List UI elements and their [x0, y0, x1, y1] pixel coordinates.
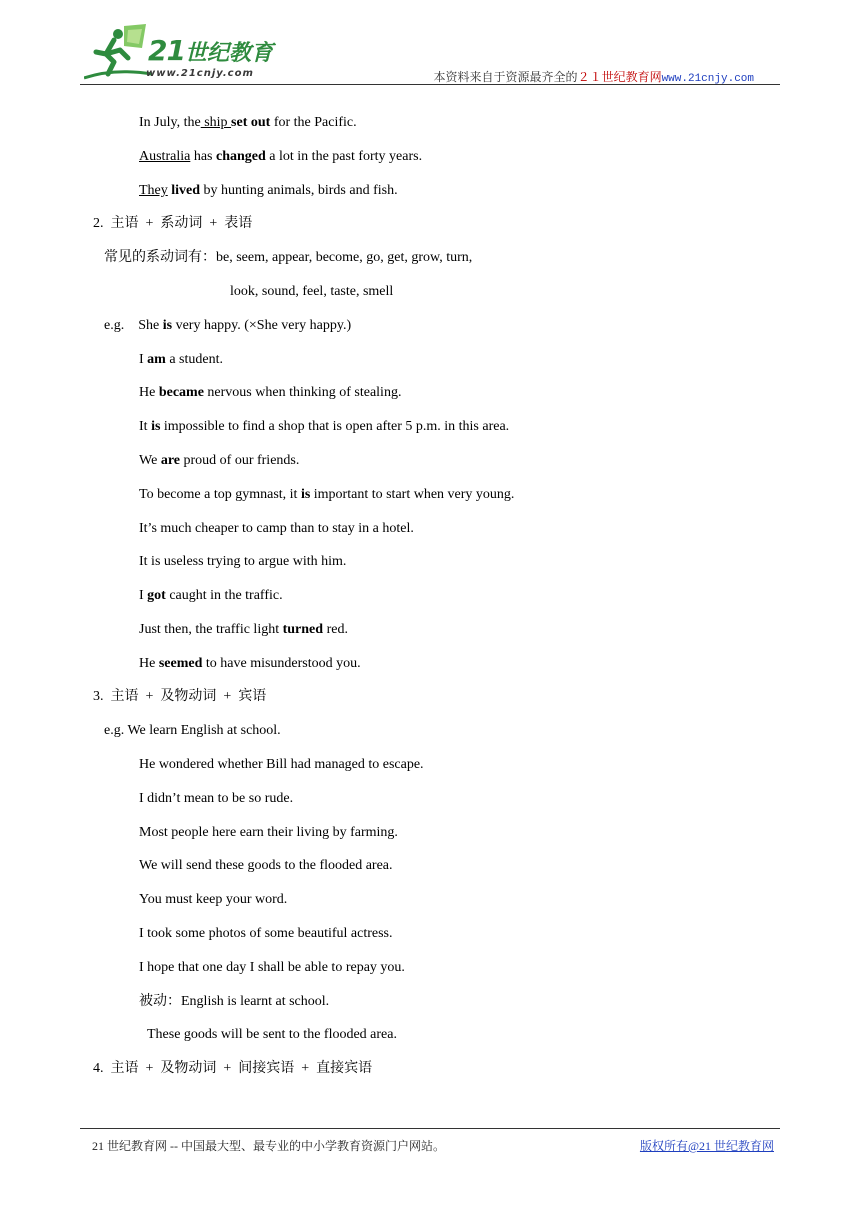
text-segment: In July, the: [139, 115, 201, 130]
text-segment: a lot in the past forty years.: [265, 149, 423, 164]
logo-cn: 世纪教育: [184, 41, 273, 66]
text-segment: 3. 主语 + 及物动词 + 宾语: [93, 689, 267, 704]
text-line: [139, 755, 424, 775]
text-line: [139, 620, 348, 640]
source-note: [434, 68, 754, 85]
text-segment: red.: [323, 622, 348, 637]
text-segment: caught in the traffic.: [165, 588, 283, 603]
text-line: [139, 958, 405, 978]
bold-verb: seemed: [158, 656, 203, 671]
site-logo[interactable]: [84, 22, 284, 84]
text-line: [139, 181, 398, 201]
runner-logo-icon: [84, 22, 154, 80]
text-line: [93, 214, 252, 234]
text-segment: I took some photos of some beautiful actress.: [139, 926, 393, 941]
text-segment: e.g. She: [104, 318, 163, 333]
text-line: [139, 451, 299, 471]
logo-number: 21: [148, 34, 185, 67]
underlined-subject: Australia: [139, 149, 191, 164]
text-line: [139, 789, 293, 809]
source-link[interactable]: www.21cnjy.com: [661, 73, 754, 85]
underlined-subject: They: [139, 183, 168, 198]
footer-tagline: 21 世纪教育网 -- 中国最大型、最专业的中小学教育资源门户网站。: [92, 1139, 445, 1153]
text-line: [139, 147, 422, 167]
text-segment: These goods will be sent to the flooded area.: [147, 1027, 397, 1042]
page-header: [0, 0, 860, 90]
text-segment: 常见的系动词有：be, seem, appear, become, go, get, grow, turn,: [104, 250, 473, 265]
bold-verb: got: [147, 588, 166, 603]
text-segment: He: [139, 656, 159, 671]
text-segment: He: [139, 385, 159, 400]
text-segment: 被动：English is learnt at school.: [139, 994, 330, 1009]
text-segment: 2. 主语 + 系动词 + 表语: [93, 216, 253, 231]
text-segment: It is useless trying to argue with him.: [139, 554, 347, 569]
text-line: [139, 654, 361, 674]
copyright-link[interactable]: 版权所有@21 世纪教育网: [639, 1139, 774, 1153]
bold-verb: set out: [231, 115, 271, 130]
text-segment: has: [190, 149, 216, 164]
text-segment: I hope that one day I shall be able to repay you.: [139, 960, 405, 975]
text-line: [139, 992, 329, 1012]
bold-verb: became: [158, 385, 204, 400]
text-segment: To become a top gymnast, it: [139, 487, 301, 502]
text-segment: look, sound, feel, taste, smell: [230, 284, 394, 299]
logo-title: [148, 34, 273, 67]
text-segment: He wondered whether Bill had managed to escape.: [139, 757, 424, 772]
text-line: [139, 823, 398, 843]
text-line: [139, 417, 509, 437]
text-line: [139, 856, 393, 876]
text-segment: for the Pacific.: [270, 115, 357, 130]
bold-verb: changed: [216, 149, 266, 164]
text-segment: I: [139, 588, 148, 603]
text-segment: impossible to find a shop that is open after 5 p.m. in this area.: [160, 419, 510, 434]
text-segment: e.g. We learn English at school.: [104, 723, 281, 738]
bold-verb: am: [147, 352, 166, 367]
text-line: [147, 1025, 397, 1045]
text-line: [93, 1059, 372, 1079]
text-segment: We will send these goods to the flooded area.: [139, 858, 393, 873]
text-line: [139, 485, 514, 505]
text-line: [104, 316, 351, 336]
text-segment: very happy. (×She very happy.): [172, 318, 352, 333]
footer-divider: [80, 1128, 780, 1129]
text-segment: proud of our friends.: [180, 453, 300, 468]
text-line: [104, 248, 472, 268]
text-segment: Just then, the traffic light: [139, 622, 283, 637]
text-line: [139, 890, 287, 910]
text-line: [139, 586, 283, 606]
text-segment: I didn’t mean to be so rude.: [139, 791, 294, 806]
source-highlight: ２１世纪教育网: [577, 70, 662, 84]
text-segment: I: [139, 352, 148, 367]
text-line: [139, 350, 223, 370]
bold-verb: turned: [282, 622, 324, 637]
bold-verb: lived: [171, 183, 201, 198]
source-prefix: 本资料来自于资源最齐全的: [433, 70, 578, 84]
text-line: [104, 721, 281, 741]
text-line: [139, 552, 346, 572]
text-line: [139, 383, 401, 403]
text-line: [139, 519, 414, 539]
text-segment: It: [139, 419, 152, 434]
text-segment: by hunting animals, birds and fish.: [200, 183, 398, 198]
header-divider: [80, 84, 780, 85]
bold-verb: is: [162, 318, 173, 333]
underlined-subject: ship: [200, 115, 232, 130]
text-segment: It’s much cheaper to camp than to stay in a hotel.: [139, 521, 414, 536]
bold-verb: is: [300, 487, 311, 502]
text-segment: 4. 主语 + 及物动词 + 间接宾语 + 直接宾语: [93, 1061, 373, 1076]
text-segment: a student.: [165, 352, 223, 367]
text-segment: You must keep your word.: [139, 892, 288, 907]
text-line: [139, 113, 357, 133]
text-segment: We: [139, 453, 161, 468]
bold-verb: are: [160, 453, 180, 468]
text-segment: important to start when very young.: [310, 487, 515, 502]
text-line: [139, 924, 393, 944]
text-segment: nervous when thinking of stealing.: [203, 385, 402, 400]
bold-verb: is: [151, 419, 161, 434]
text-segment: to have misunderstood you.: [202, 656, 361, 671]
text-line: [230, 282, 393, 302]
logo-url: www.21cnjy.com: [146, 68, 254, 79]
text-line: [93, 687, 266, 707]
text-segment: Most people here earn their living by farming.: [139, 825, 398, 840]
